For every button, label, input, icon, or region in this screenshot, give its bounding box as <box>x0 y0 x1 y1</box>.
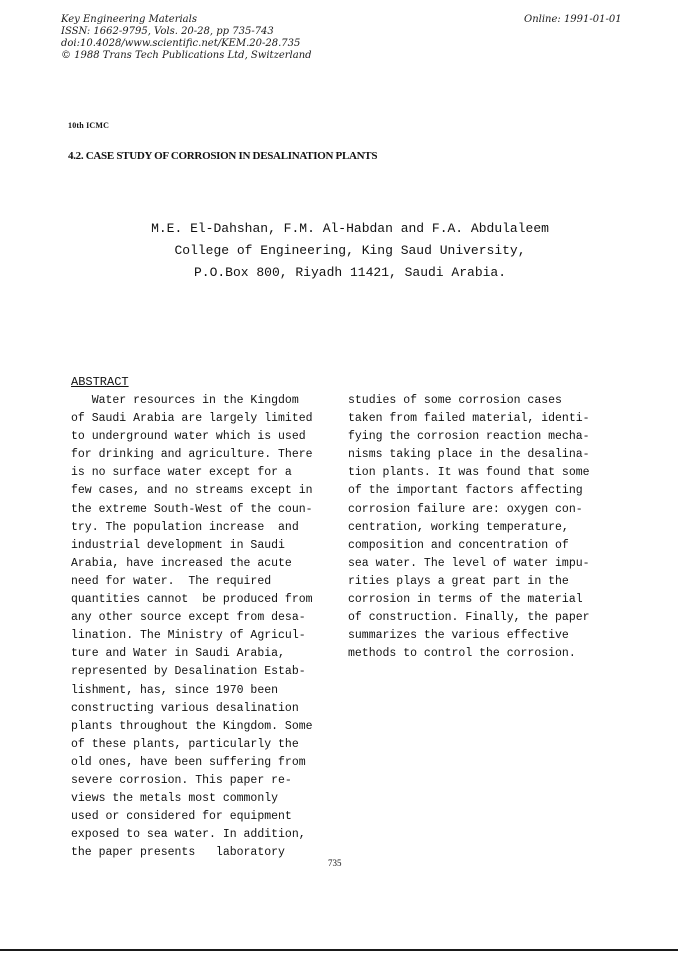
abstract-line: of construction. Finally, the paper <box>348 611 590 625</box>
abstract-line: to underground water which is used <box>71 430 306 444</box>
journal-header <box>61 14 312 62</box>
section-title: 4.2. CASE STUDY OF CORROSION IN DESALINATION PLANTS <box>68 150 378 162</box>
abstract-line: try. The population increase and <box>71 520 299 534</box>
page-number: 735 <box>328 858 342 868</box>
abstract-line: industrial development in Saudi <box>71 538 285 552</box>
bottom-rule <box>0 949 678 951</box>
journal-name: Key Engineering Materials <box>61 14 197 25</box>
conference-label: 10th ICMC <box>68 121 110 130</box>
abstract-line: of the important factors affecting <box>348 484 583 498</box>
abstract-line: plants throughout the Kingdom. Some <box>71 719 313 733</box>
doi-line: doi:10.4028/www.scientific.net/KEM.20-28.735 <box>61 38 301 49</box>
abstract-line: Water resources in the Kingdom <box>71 394 299 407</box>
author-address: P.O.Box 800, Riyadh 11421, Saudi Arabia. <box>193 265 507 280</box>
abstract-line: few cases, and no streams except in <box>71 484 313 498</box>
abstract-line: centration, working temperature, <box>348 520 569 534</box>
abstract-line: fying the corrosion reaction mecha- <box>348 430 590 444</box>
abstract-line: for drinking and agriculture. There <box>71 448 313 462</box>
abstract-line: rities plays a great part in the <box>348 574 569 588</box>
abstract-line: corrosion failure are: oxygen con- <box>348 502 583 516</box>
abstract-line: represented by Desalination Estab- <box>71 665 306 679</box>
abstract-line: Arabia, have increased the acute <box>71 556 292 570</box>
abstract-line: need for water. The required <box>71 574 272 588</box>
abstract-line: of Saudi Arabia are largely limited <box>71 412 313 426</box>
abstract-line: constructing various desalination <box>71 701 299 715</box>
abstract-line: studies of some corrosion cases <box>348 394 562 407</box>
abstract-right-column <box>348 392 590 663</box>
abstract-line: of these plants, particularly the <box>71 737 299 751</box>
abstract-line: tion plants. It was found that some <box>348 466 590 480</box>
abstract-line: composition and concentration of <box>348 538 569 552</box>
abstract-line: quantities cannot be produced from <box>71 593 313 607</box>
abstract-line: methods to control the corrosion. <box>348 647 576 661</box>
abstract-heading: ABSTRACT <box>71 375 129 389</box>
abstract-line: views the metals most commonly <box>71 792 279 806</box>
abstract-line: nisms taking place in the desalina- <box>348 448 590 462</box>
abstract-left-column <box>71 392 313 862</box>
abstract-line: severe corrosion. This paper re- <box>71 773 292 787</box>
author-names: M.E. El-Dahshan, F.M. Al-Habdan and F.A. Abdulaleem <box>151 221 549 236</box>
abstract-line: used or considered for equipment <box>71 810 292 824</box>
copyright-line: © 1988 Trans Tech Publications Ltd, Switzerland <box>61 50 312 61</box>
abstract-line: the paper presents laboratory <box>71 846 285 860</box>
abstract-line: summarizes the various effective <box>348 629 569 643</box>
abstract-line: sea water. The level of water impu- <box>348 556 590 570</box>
author-block <box>100 218 600 284</box>
abstract-line: exposed to sea water. In addition, <box>71 828 306 842</box>
abstract-line: ture and Water in Saudi Arabia, <box>71 647 285 661</box>
abstract-line: taken from failed material, identi- <box>348 412 590 426</box>
issn-line: ISSN: 1662-9795, Vols. 20-28, pp 735-743 <box>61 26 274 37</box>
abstract-line: any other source except from desa- <box>71 611 306 625</box>
abstract-line: lishment, has, since 1970 been <box>71 683 279 697</box>
abstract-line: is no surface water except for a <box>71 466 292 480</box>
abstract-line: old ones, have been suffering from <box>71 755 306 769</box>
abstract-line: corrosion in terms of the material <box>348 593 583 607</box>
abstract-line: lination. The Ministry of Agricul- <box>71 629 306 643</box>
author-affiliation: College of Engineering, King Saud University, <box>174 243 526 258</box>
online-date: Online: 1991-01-01 <box>524 14 622 25</box>
abstract-line: the extreme South-West of the coun- <box>71 502 313 516</box>
